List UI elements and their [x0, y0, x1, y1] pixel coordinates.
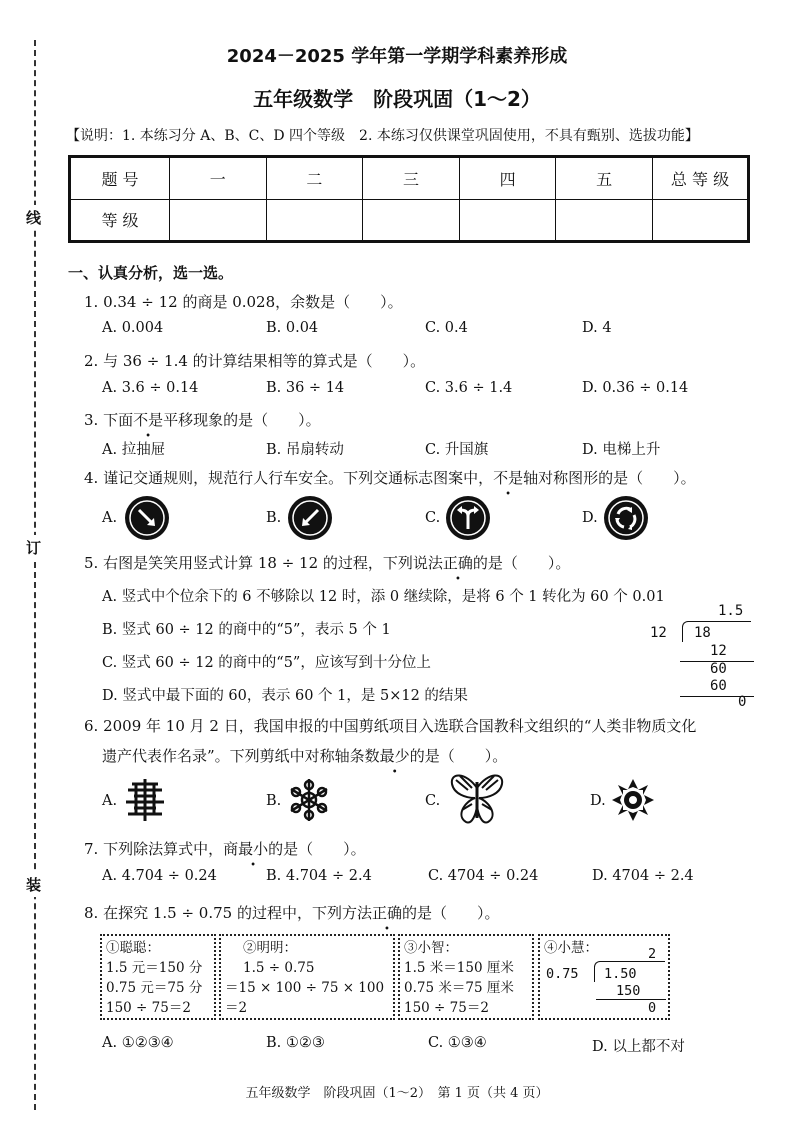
q8-option-d[interactable]: D. 以上都不对	[592, 1039, 685, 1055]
division-step-2: 60	[710, 661, 727, 677]
grade-header-cell: 五	[556, 157, 653, 200]
grade-input-cell[interactable]	[556, 199, 653, 242]
question-3	[84, 409, 321, 430]
binding-char-xian: 线	[26, 205, 41, 230]
method-box-4	[538, 934, 670, 1020]
flower-papercut-icon	[610, 777, 656, 823]
grade-header-cell: 四	[459, 157, 556, 200]
method-1-line: 1.5 元＝150 分	[106, 960, 203, 976]
q5-option-c[interactable]: C. 竖式 60 ÷ 12 的商中的“5”，应该写到十分位上	[102, 655, 431, 671]
method-3-line: 150 ÷ 75＝2	[404, 1000, 489, 1016]
method-4-step: 150	[616, 983, 641, 999]
q3-emphasis: 不是	[133, 411, 164, 429]
q1-option-d[interactable]: D. 4	[582, 320, 612, 336]
division-remainder: 0	[738, 694, 747, 710]
q3-option-b[interactable]: B. 吊扇转动	[266, 442, 344, 458]
grade-header-cell: 二	[266, 157, 363, 200]
q4-option-c[interactable]: C.	[425, 510, 441, 526]
method-2-line: 1.5 ÷ 0.75	[243, 960, 315, 976]
q1-option-b[interactable]: B. 0.04	[266, 320, 319, 336]
q4-option-a[interactable]: A.	[102, 510, 118, 526]
division-step-1: 12	[710, 643, 727, 659]
method-box-1	[100, 934, 216, 1020]
question-5	[84, 552, 570, 573]
grade-input-cell[interactable]	[459, 199, 556, 242]
q6-emphasis: 最少	[379, 747, 410, 765]
long-division-18-by-12	[650, 603, 760, 709]
method-3-title: ③小智：	[404, 940, 458, 956]
q1-option-a[interactable]: A. 0.004	[102, 320, 164, 336]
method-2-line: ＝15 × 100 ÷ 75 × 100	[225, 980, 385, 996]
q5-text-pre: 5. 右图是笑笑用竖式计算 18 ÷ 12 的过程，下列说法	[84, 554, 443, 572]
butterfly-papercut-icon	[448, 770, 506, 828]
q3-option-c[interactable]: C. 升国旗	[425, 442, 489, 458]
q1-option-c[interactable]: C. 0.4	[425, 320, 468, 336]
page-title: 2024－2025 学年第一学期学科素养形成	[226, 46, 568, 67]
method-4-divisor: 0.75	[546, 966, 579, 982]
method-4-quotient: 2	[648, 946, 657, 962]
question-2: 2. 与 36 ÷ 1.4 的计算结果相等的算式是（ ）。	[84, 352, 426, 370]
q7-option-b[interactable]: B. 4.704 ÷ 2.4	[266, 868, 372, 884]
question-8	[84, 902, 500, 923]
q2-option-c[interactable]: C. 3.6 ÷ 1.4	[425, 380, 513, 396]
snowflake-papercut-icon	[286, 777, 332, 823]
question-7	[84, 838, 366, 859]
division-quotient: 1.5	[718, 603, 744, 619]
q6-option-a[interactable]: A.	[102, 793, 118, 809]
q8-text-pre: 8. 在探究 1.5 ÷ 0.75 的过程中，下列方法	[84, 904, 372, 922]
grade-row-label: 等 级	[70, 199, 170, 242]
division-dividend: 18	[694, 625, 711, 641]
q3-option-d[interactable]: D. 电梯上升	[582, 442, 661, 458]
q8-emphasis: 正确	[371, 904, 402, 922]
q5-option-d[interactable]: D. 竖式中最下面的 60，表示 60 个 1，是 5×12 的结果	[102, 688, 468, 704]
grade-header-cell: 三	[363, 157, 460, 200]
q2-option-b[interactable]: B. 36 ÷ 14	[266, 380, 345, 396]
q5-option-a[interactable]: A. 竖式中个位余下的 6 不够除以 12 时，添 0 继续除，是将 6 个 1 转化为 60 个 0.01	[102, 589, 665, 605]
q6-option-c[interactable]: C.	[425, 793, 441, 809]
q7-text-post: 的是（ ）。	[268, 840, 366, 858]
binding-char-ding: 订	[26, 535, 41, 560]
grade-input-cell[interactable]	[266, 199, 363, 242]
grade-input-cell[interactable]	[653, 199, 749, 242]
q8-text-post: 的是（ ）。	[402, 904, 500, 922]
q2-option-a[interactable]: A. 3.6 ÷ 0.14	[102, 380, 199, 396]
grade-table-header-row	[70, 157, 749, 200]
method-1-line: 150 ÷ 75＝2	[106, 1000, 191, 1016]
method-2-title: ②明明：	[243, 940, 297, 956]
q7-option-d[interactable]: D. 4704 ÷ 2.4	[592, 868, 694, 884]
q7-text-pre: 7. 下列除法算式中，商	[84, 840, 239, 858]
grade-input-cell[interactable]	[363, 199, 460, 242]
method-box-2	[219, 934, 395, 1020]
division-bracket	[682, 621, 751, 642]
grade-table	[68, 155, 750, 243]
q8-option-a[interactable]: A. ①②③④	[102, 1035, 174, 1051]
q3-text-post: 平移现象的是（ ）。	[163, 411, 321, 429]
page-footer: 五年级数学 阶段巩固（1～2） 第 1 页（共 4 页）	[245, 1086, 549, 1101]
q8-option-c[interactable]: C. ①③④	[428, 1035, 487, 1051]
question-4	[84, 467, 696, 488]
grade-input-cell[interactable]	[170, 199, 267, 242]
double-happiness-papercut-icon	[122, 777, 168, 823]
q6-text-pre: 遗产代表作名录”。下列剪纸中对称轴条数	[102, 747, 380, 765]
arrow-down-left-sign-icon	[288, 496, 332, 540]
grade-table-grade-row	[70, 199, 749, 242]
arrow-down-right-sign-icon	[125, 496, 169, 540]
q8-option-b[interactable]: B. ①②③	[266, 1035, 325, 1051]
q4-emphasis: 不是	[493, 469, 524, 487]
q5-option-b[interactable]: B. 竖式 60 ÷ 12 的商中的“5”，表示 5 个 1	[102, 622, 391, 638]
method-4-remainder: 0	[648, 1000, 657, 1016]
method-4-title: ④小慧：	[544, 940, 598, 956]
fork-arrows-sign-icon	[446, 496, 490, 540]
q5-emphasis: 正确	[442, 554, 473, 572]
grade-header-cell: 总 等 级	[653, 157, 749, 200]
q4-text-post: 轴对称图形的是（ ）。	[523, 469, 696, 487]
binding-char-zhuang: 装	[26, 872, 41, 897]
grade-header-cell: 一	[170, 157, 267, 200]
page-subtitle: 五年级数学 阶段巩固（1～2）	[253, 87, 541, 111]
section-title: 一、认真分析，选一选。	[68, 264, 234, 282]
roundabout-sign-icon	[604, 496, 648, 540]
q6-option-b[interactable]: B.	[266, 793, 282, 809]
method-1-title: ①聪聪：	[106, 940, 160, 956]
question-1: 1. 0.34 ÷ 12 的商是 0.028，余数是（ ）。	[84, 293, 403, 311]
method-box-3	[398, 934, 534, 1020]
q6-option-d[interactable]: D.	[590, 793, 606, 809]
q5-text-post: 的是（ ）。	[472, 554, 571, 572]
method-2-line: ＝2	[225, 1000, 248, 1016]
grade-header-cell: 题 号	[70, 157, 170, 200]
q4-text-pre: 4. 谨记交通规则，规范行人行车安全。下列交通标志图案中，	[84, 469, 494, 487]
method-3-line: 1.5 米＝150 厘米	[404, 960, 514, 976]
method-1-line: 0.75 元＝75 分	[106, 980, 203, 996]
q3-option-a[interactable]: A. 拉抽屉	[102, 442, 166, 458]
division-step-3: 60	[710, 678, 727, 694]
division-divisor: 12	[650, 625, 667, 641]
instructions-note: 【说明：1. 本练习分 A、B、C、D 四个等级 2. 本练习仅供课堂巩固使用，不具有甄别、选拔功能】	[66, 128, 699, 144]
q7-emphasis: 最小	[238, 840, 269, 858]
q4-option-d[interactable]: D.	[582, 510, 598, 526]
q3-text-pre: 3. 下面	[84, 411, 134, 429]
binding-dashed-line	[34, 40, 36, 1110]
question-6-line-2	[102, 745, 507, 766]
q6-text-post: 的是（ ）。	[409, 747, 508, 765]
q4-option-b[interactable]: B.	[266, 510, 282, 526]
q7-option-a[interactable]: A. 4.704 ÷ 0.24	[102, 868, 217, 884]
q2-option-d[interactable]: D. 0.36 ÷ 0.14	[582, 380, 689, 396]
question-6-line-1: 6. 2009 年 10 月 2 日，我国申报的中国剪纸项目入选联合国教科文组织的“人类非物质文化	[84, 717, 697, 735]
method-4-dividend: 1.50	[604, 966, 637, 982]
q7-option-c[interactable]: C. 4704 ÷ 0.24	[428, 868, 539, 884]
method-3-line: 0.75 米＝75 厘米	[404, 980, 514, 996]
